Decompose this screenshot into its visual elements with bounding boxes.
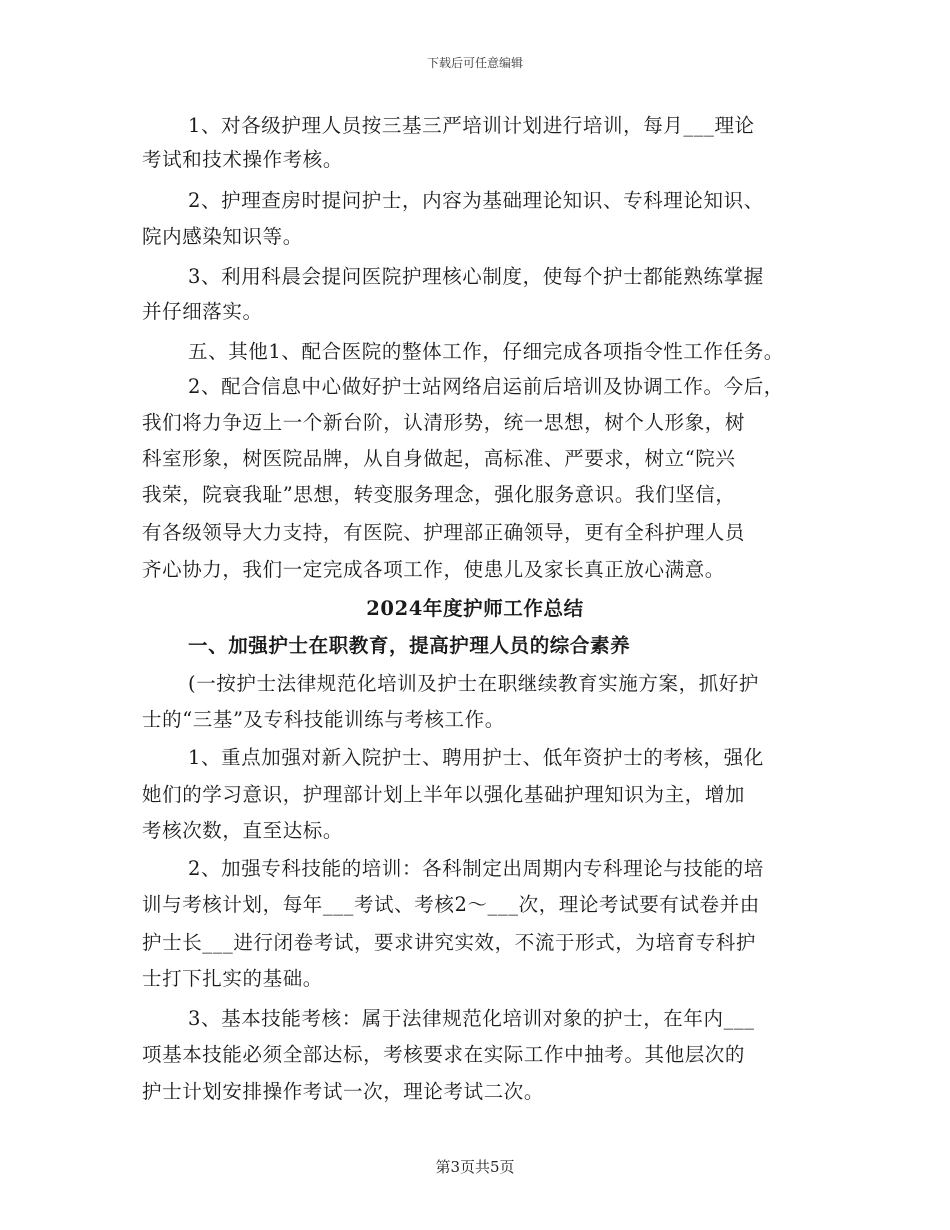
text-line: 考试和技术操作考核。 bbox=[142, 148, 344, 171]
text-line: 并仔细落实。 bbox=[142, 300, 263, 323]
text-line: 1、重点加强对新入院护士、聘用护士、低年资护士的考核，强化 bbox=[188, 746, 764, 769]
page-footer: 第3页共5页 bbox=[435, 1158, 515, 1176]
text-line: (一按护士法律规范化培训及护士在职继续教育实施方案，抓好护 bbox=[188, 672, 760, 695]
text-line: 她们的学习意识，护理部计划上半年以强化基础护理知识为主，增加 bbox=[142, 783, 746, 806]
section-heading: 一、加强护士在职教育，提高护理人员的综合素养 bbox=[188, 634, 631, 657]
text-line: 2、加强专科技能的培训：各科制定出周期内专科理论与技能的培 bbox=[188, 857, 764, 880]
text-line: 我荣，院衰我耻”思想，转变服务理念，强化服务意识。我们坚信， bbox=[142, 483, 736, 506]
text-line: 有各级领导大力支持，有医院、护理部正确领导，更有全科护理人员 bbox=[142, 521, 746, 544]
text-line: 2、配合信息中心做好护士站网络启运前后培训及协调工作。今后， bbox=[188, 375, 784, 398]
text-line: 2、护理查房时提问护士，内容为基础理论知识、专科理论知识、 bbox=[188, 189, 764, 212]
text-line: 3、基本技能考核：属于法律规范化培训对象的护士，在年内___ bbox=[188, 1007, 755, 1030]
text-line: 项基本技能必须全部达标，考核要求在实际工作中抽考。其他层次的 bbox=[142, 1043, 746, 1066]
page-header: 下载后可任意编辑 bbox=[426, 56, 523, 70]
text-line: 士打下扎实的基础。 bbox=[142, 967, 323, 990]
section-title: 2024年度护师工作总结 bbox=[366, 597, 584, 620]
text-line: 3、利用科晨会提问医院护理核心制度，使每个护士都能熟练掌握 bbox=[188, 265, 764, 288]
text-line: 1、对各级护理人员按三基三严培训计划进行培训，每月___理论 bbox=[188, 114, 755, 137]
text-line: 考核次数，直至达标。 bbox=[142, 819, 344, 842]
text-line: 护士计划安排操作考试一次，理论考试二次。 bbox=[142, 1080, 545, 1103]
text-line: 科室形象，树医院品牌，从自身做起，高标准、严要求，树立“院兴 bbox=[142, 447, 736, 470]
text-line: 训与考核计划，每年___考试、考核2～___次，理论考试要有试卷并由 bbox=[142, 893, 760, 916]
text-line: 我们将力争迈上一个新台阶，认清形势，统一思想，树个人形象，树 bbox=[142, 411, 746, 434]
text-line: 齐心协力，我们一定完成各项工作，使患儿及家长真正放心满意。 bbox=[142, 558, 725, 581]
text-line: 士的“三基”及专科技能训练与考核工作。 bbox=[142, 708, 505, 731]
text-line: 护士长___进行闭卷考试，要求讲究实效，不流于形式，为培育专科护 bbox=[142, 931, 756, 954]
text-line: 五、其他1、配合医院的整体工作，仔细完成各项指令性工作任务。 bbox=[188, 340, 784, 363]
text-line: 院内感染知识等。 bbox=[142, 225, 303, 248]
